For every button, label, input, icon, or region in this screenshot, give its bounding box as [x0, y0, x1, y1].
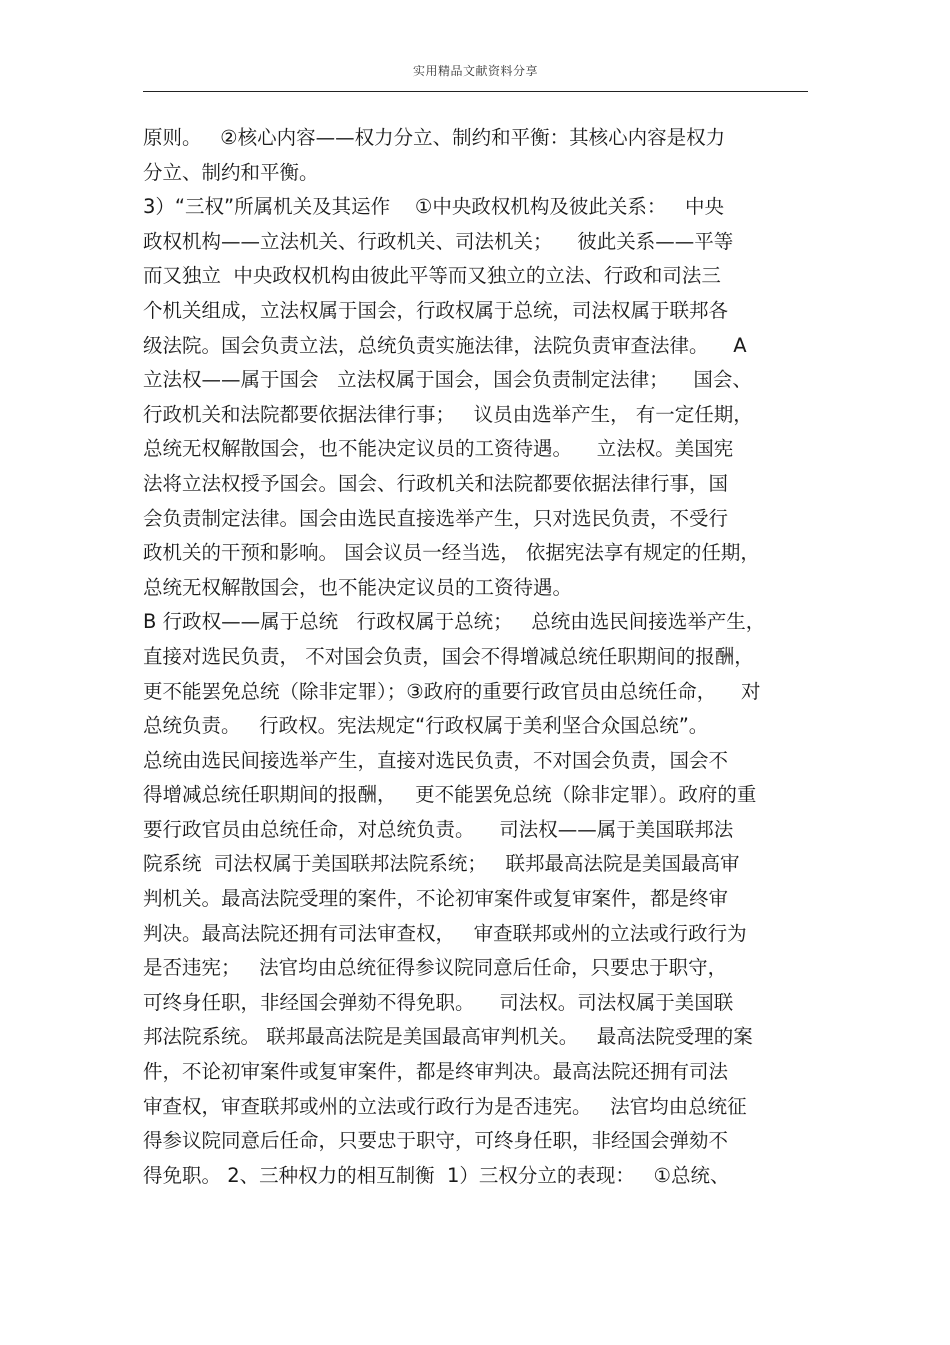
text-line: 判机关。最高法院受理的案件，不论初审案件或复审案件，都是终审: [143, 887, 729, 911]
text-line: 直接对选民负责， 不对国会负责，国会不得增减总统任职期间的报酬，: [143, 644, 754, 668]
text-line: 判决。最高法院还拥有司法审查权， 审查联邦或州的立法或行政行为: [143, 921, 747, 945]
text-line: 得参议院同意后任命，只要忠于职守，可终身任职，非经国会弹劾不: [143, 1129, 729, 1153]
text-line: 更不能罢免总统（除非定罪）；③政府的重要行政官员由总统任命， 对: [143, 679, 761, 703]
text-line: 可终身任职，非经国会弹劾不得免职。 司法权。司法权属于美国联: [143, 990, 734, 1014]
text-line: 邦法院系统。 联邦最高法院是美国最高审判机关。 最高法院受理的案: [143, 1025, 753, 1049]
text-line: 总统负责。 行政权。宪法规定“行政权属于美利坚合众国总统”。: [143, 714, 709, 738]
text-line: 级法院。国会负责立法，总统负责实施法律，法院负责审查法律。 A: [143, 333, 747, 357]
text-line: 行政机关和法院都要依据法律行事； 议员由选举产生， 有一定任期，: [143, 402, 753, 426]
text-line: 得免职。 2、三种权力的相互制衡 1）三权分立的表现： ①总统、: [143, 1163, 730, 1187]
text-line: 院系统 司法权属于美国联邦法院系统； 联邦最高法院是美国最高审: [143, 852, 740, 876]
text-line: 个机关组成，立法权属于国会，行政权属于总统，司法权属于联邦各: [143, 298, 729, 322]
text-line: 件，不论初审案件或复审案件，都是终审判决。最高法院还拥有司法: [143, 1060, 729, 1084]
text-line: 总统由选民间接选举产生，直接对选民负责，不对国会负责，国会不: [143, 748, 729, 772]
text-line: 分立、制约和平衡。: [143, 160, 319, 184]
document-body: [143, 121, 808, 1193]
text-line: 政权机构——立法机关、行政机关、司法机关； 彼此关系——平等: [143, 229, 734, 253]
text-line: 得增减总统任职期间的报酬， 更不能罢免总统（除非定罪）。政府的重: [143, 783, 757, 807]
text-line: 法将立法权授予国会。国会、行政机关和法院都要依据法律行事，国: [143, 471, 729, 495]
text-line: 会负责制定法律。国会由选民直接选举产生，只对选民负责，不受行: [143, 506, 729, 530]
text-line: 原则。 ②核心内容——权力分立、制约和平衡：其核心内容是权力: [143, 126, 726, 149]
text-line: 总统无权解散国会，也不能决定议员的工资待遇。 立法权。美国宪: [143, 437, 734, 461]
header-divider: [143, 91, 808, 92]
text-line: 政机关的干预和影响。 国会议员一经当选， 依据宪法享有规定的任期，: [143, 541, 760, 565]
text-line: B 行政权——属于总统 行政权属于总统； 总统由选民间接选举产生，: [143, 610, 766, 634]
text-line: 3）“三权”所属机关及其运作 ①中央政权机构及彼此关系： 中央: [143, 195, 724, 219]
text-line: 是否违宪； 法官均由总统征得参议院同意后任命，只要忠于职守，: [143, 956, 728, 980]
text-line: 总统无权解散国会，也不能决定议员的工资待遇。: [143, 575, 573, 599]
text-line: 审查权，审查联邦或州的立法或行政行为是否违宪。 法官均由总统征: [143, 1094, 747, 1118]
text-line: 要行政官员由总统任命，对总统负责。 司法权——属于美国联邦法: [143, 817, 734, 841]
page-header-title: 实用精品文献资料分享: [412, 64, 538, 78]
text-line: 而又独立 中央政权机构由彼此平等而又独立的立法、行政和司法三: [143, 264, 721, 288]
text-line: 立法权——属于国会 立法权属于国会，国会负责制定法律； 国会、: [143, 368, 752, 392]
